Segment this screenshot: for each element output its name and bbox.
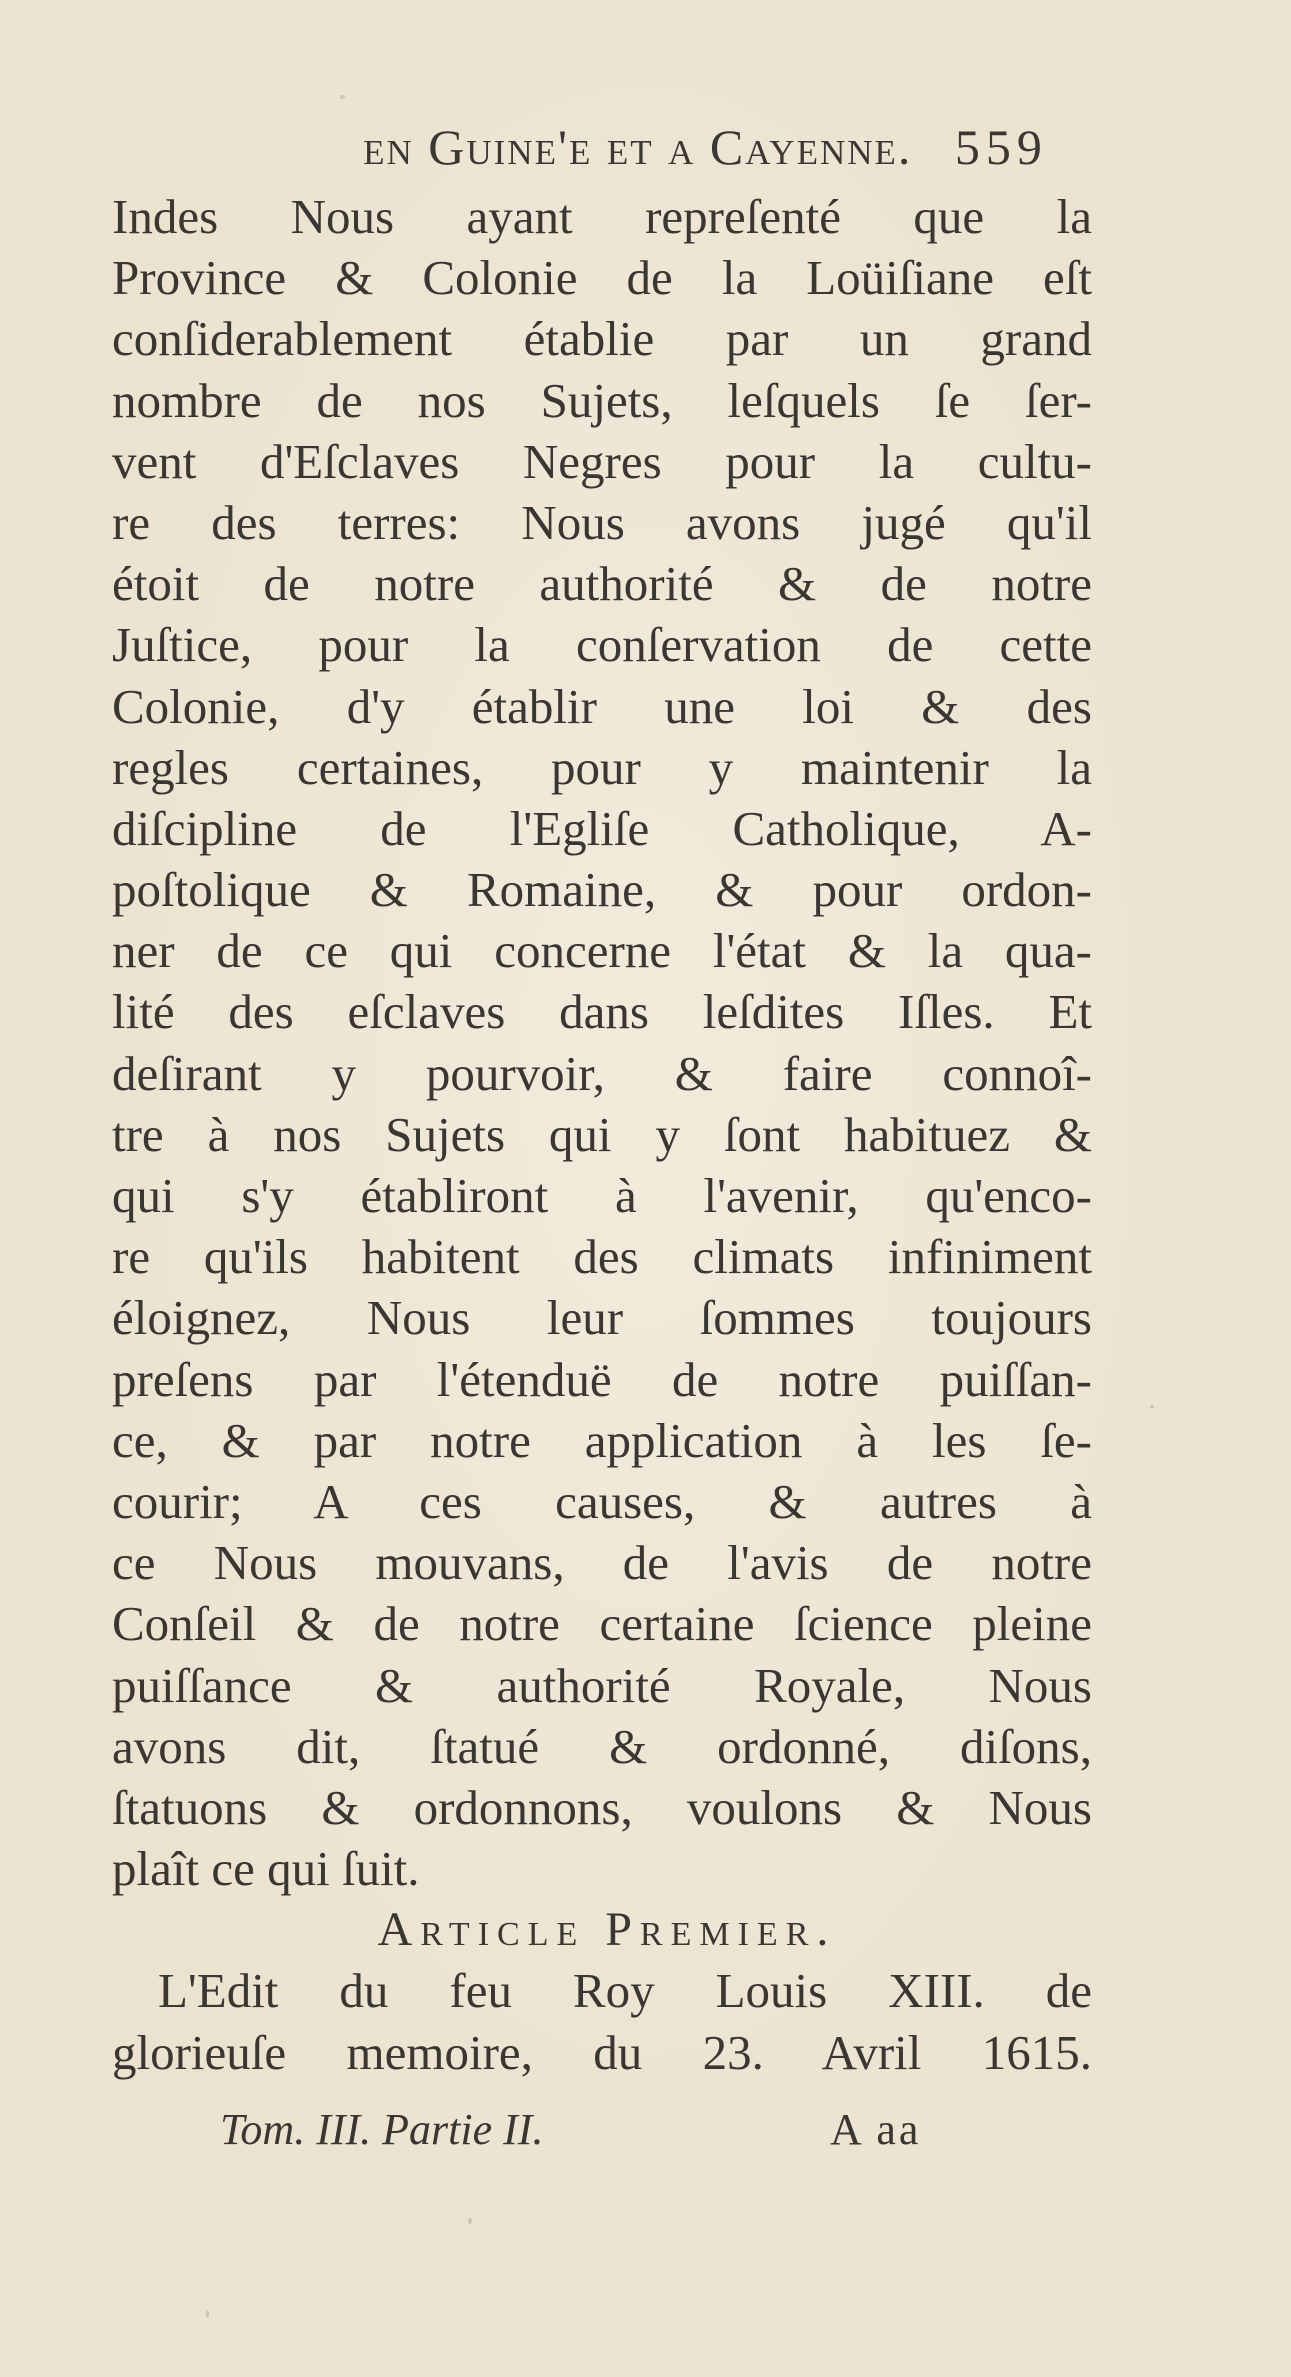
paper-speck (468, 2218, 472, 2224)
text-line: Province & Colonie de la Loüiſiane eſt (112, 250, 1092, 306)
paper-speck (340, 95, 345, 99)
text-line: vent d'Eſclaves Negres pour la cultu- (112, 433, 1092, 489)
text-line: poſtolique & Romaine, & pour ordon- (112, 862, 1092, 918)
text-line: ſtatuons & ordonnons, voulons & Nous (112, 1779, 1092, 1835)
text-line: re des terres: Nous avons jugé qu'il (112, 494, 1092, 550)
text-line: plaît ce qui ſuit. (112, 1841, 420, 1897)
page-number: 559 (954, 119, 1048, 175)
text-line: Indes Nous ayant repreſenté que la (112, 189, 1092, 244)
text-line: lité des eſclaves dans leſdites Iſles. Et (112, 984, 1092, 1040)
volume-signature: Tom. III. Partie II. (220, 2105, 544, 2154)
paper-speck (1150, 1405, 1154, 1408)
text-line: puiſſance & authorité Royale, Nous (112, 1657, 1092, 1713)
text-line: preſens par l'étenduë de notre puiſſan- (112, 1351, 1092, 1407)
text-line: qui s'y établiront à l'avenir, qu'enco- (112, 1168, 1092, 1223)
text-line: regles certaines, pour y maintenir la (112, 739, 1092, 795)
text-line: courir; A ces causes, & autres à (112, 1473, 1092, 1529)
text-line: étoit de notre authorité & de notre (112, 556, 1092, 612)
gathering-signature: A aa (830, 2105, 922, 2154)
text-line: re qu'ils habitent des climats infiniment (112, 1229, 1092, 1285)
text-line: Colonie, d'y établir une loi & des (112, 678, 1092, 734)
running-title: en Guine'e et a Cayenne. (363, 119, 913, 175)
paper-speck (206, 2310, 209, 2318)
text-line: ner de ce qui concerne l'état & la qua- (112, 923, 1092, 979)
text-line: nombre de nos Sujets, leſquels ſe ſer- (112, 372, 1092, 428)
body-text (112, 186, 1092, 2083)
text-line: conſiderablement établie par un grand (112, 311, 1092, 367)
text-line: ce, & par notre application à les ſe- (112, 1412, 1092, 1468)
text-line: tre à nos Sujets qui y ſont habituez & (112, 1106, 1092, 1162)
article-text-line: L'Edit du feu Roy Louis XIII. de (158, 1963, 1092, 2019)
text-line: diſcipline de l'Egliſe Catholique, A- (112, 800, 1092, 856)
text-line: Conſeil & de notre certaine ſcience pleine (112, 1596, 1092, 1652)
article-text-line: glorieuſe memoire, du 23. Avril 1615. (112, 2024, 1092, 2080)
text-line: ce Nous mouvans, de l'avis de notre (112, 1535, 1092, 1591)
text-line: Juſtice, pour la conſervation de cette (112, 617, 1092, 673)
running-head (0, 118, 1291, 176)
text-line: deſirant y pourvoir, & faire connoî- (112, 1045, 1092, 1101)
text-line: éloignez, Nous leur ſommes toujours (112, 1290, 1092, 1346)
text-line: avons dit, ſtatué & ordonné, diſons, (112, 1718, 1092, 1774)
article-heading: Article Premier. (377, 1903, 837, 1957)
